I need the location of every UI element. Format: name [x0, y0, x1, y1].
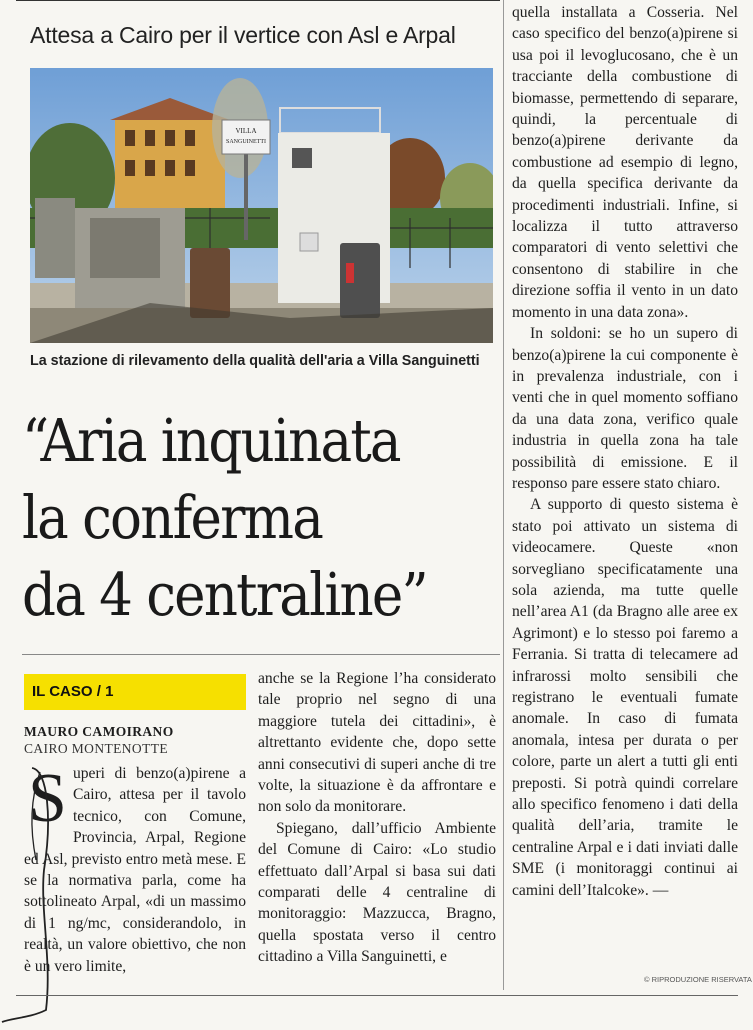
copyright-notice: © RIPRODUZIONE RISERVATA	[644, 975, 752, 984]
headline-line-1: “Aria inquinata	[22, 406, 400, 475]
dateline-location: CAIRO MONTENOTTE	[24, 741, 169, 756]
top-rule	[16, 0, 500, 7]
sign-text-line2: SANGUINETTI	[226, 139, 266, 145]
body-column-2	[258, 668, 496, 968]
author-name: MAURO CAMOIRANO	[24, 724, 174, 739]
body-paragraph: anche se la Regione l’ha considerato tale proprio nel segno di una maggiore tutela dei cittadini», è altrettanto evidente che, dopo sette anni consecutivi di superi anche di tre volte, la situazione è da affrontare e non solo da monitorare.	[258, 670, 496, 816]
column-divider	[503, 0, 504, 990]
headline-line-2: la conferma	[22, 483, 323, 552]
body-paragraph: In soldoni: se ho un supero di benzo(a)pirene la cui componente è in prevalenza industriale, con i venti che in quel momento soffiano da una data zona, verifico quale industria in quella zona ha tale possibilità di emissione. E il responso pare essere stato chiaro.	[512, 325, 738, 492]
kicker: Attesa a Cairo per il vertice con Asl e Arpal	[30, 22, 456, 48]
headline-line-3: da 4 centraline”	[22, 560, 427, 629]
article-photo	[30, 68, 493, 343]
section-badge: IL CASO / 1	[24, 674, 246, 710]
body-column-3	[512, 2, 738, 901]
photo-illustration	[30, 68, 493, 343]
body-paragraph: Spiegano, dall’ufficio Ambiente del Comune di Cairo: «Lo studio effettuato dall’Arpal si basa sui dati comparati delle 4 centraline di monitoraggio: Mazzucca, Bragno, quella spostata verso il centro cittadino a Villa Sanguinetti, e	[258, 819, 496, 966]
body-paragraph: uperi di benzo(a)pirene a Cairo, attesa per il tavolo tecnico, con Comune, Provincia, Arpal, Regione ed Asl, previsto entro metà mese. E se la normativa parla, come ha sottolineato Arpal, «di un massimo di 1 ng/mc, considerandolo, in realtà, un valore obiettivo, che non è un vero limite,	[24, 765, 246, 975]
handwritten-pen-mark	[0, 760, 60, 1030]
body-paragraph: A supporto di questo sistema è stato poi attivato un sistema di videocamere. Queste «non sorvegliano specificatamente una sola azienda, ma tutte quelle nell’area A1 (da Bragno alle aree ex Agrimont) e lo stesso poi faremo a Ferrania. Si tratta di telecamere ad infrarossi molto sensibili che registrano le eventuali fumate anomale. In caso di fumata anomala, intesa per durata o per colore, parte un alert a tutti gli enti preposti. Si potrà quindi correlare allo specifico fenomeno i dati della qualità dell’aria, tramite le centraline Arpal e i dati inviati dalle SME (i monitoraggi continui ai camini dell’Italcoke». —	[512, 496, 738, 899]
drop-cap: S	[28, 760, 67, 837]
sign-text-line1: VILLA	[235, 127, 257, 135]
photo-caption: La stazione di rilevamento della qualità dell'aria a Villa Sanguinetti	[30, 353, 480, 369]
headline	[22, 402, 459, 633]
bottom-rule	[16, 995, 738, 996]
section-rule	[22, 654, 500, 655]
body-paragraph: quella installata a Cosseria. Nel caso specifico del benzo(a)pirene si usa poi il levoglucosano, che è un tracciante della combustione di biomasse, permettendo di separare, quindi, la percentuale di benzo(a)pirene derivante da combustione ad esempio di legno, da quella specifica derivante da procedimenti industriali. Infine, si localizza il tutto attraverso comparatori di vento selettivi che consentono di stabilire in che direzione soffia il vento in un dato momento in una data zona».	[512, 4, 738, 321]
